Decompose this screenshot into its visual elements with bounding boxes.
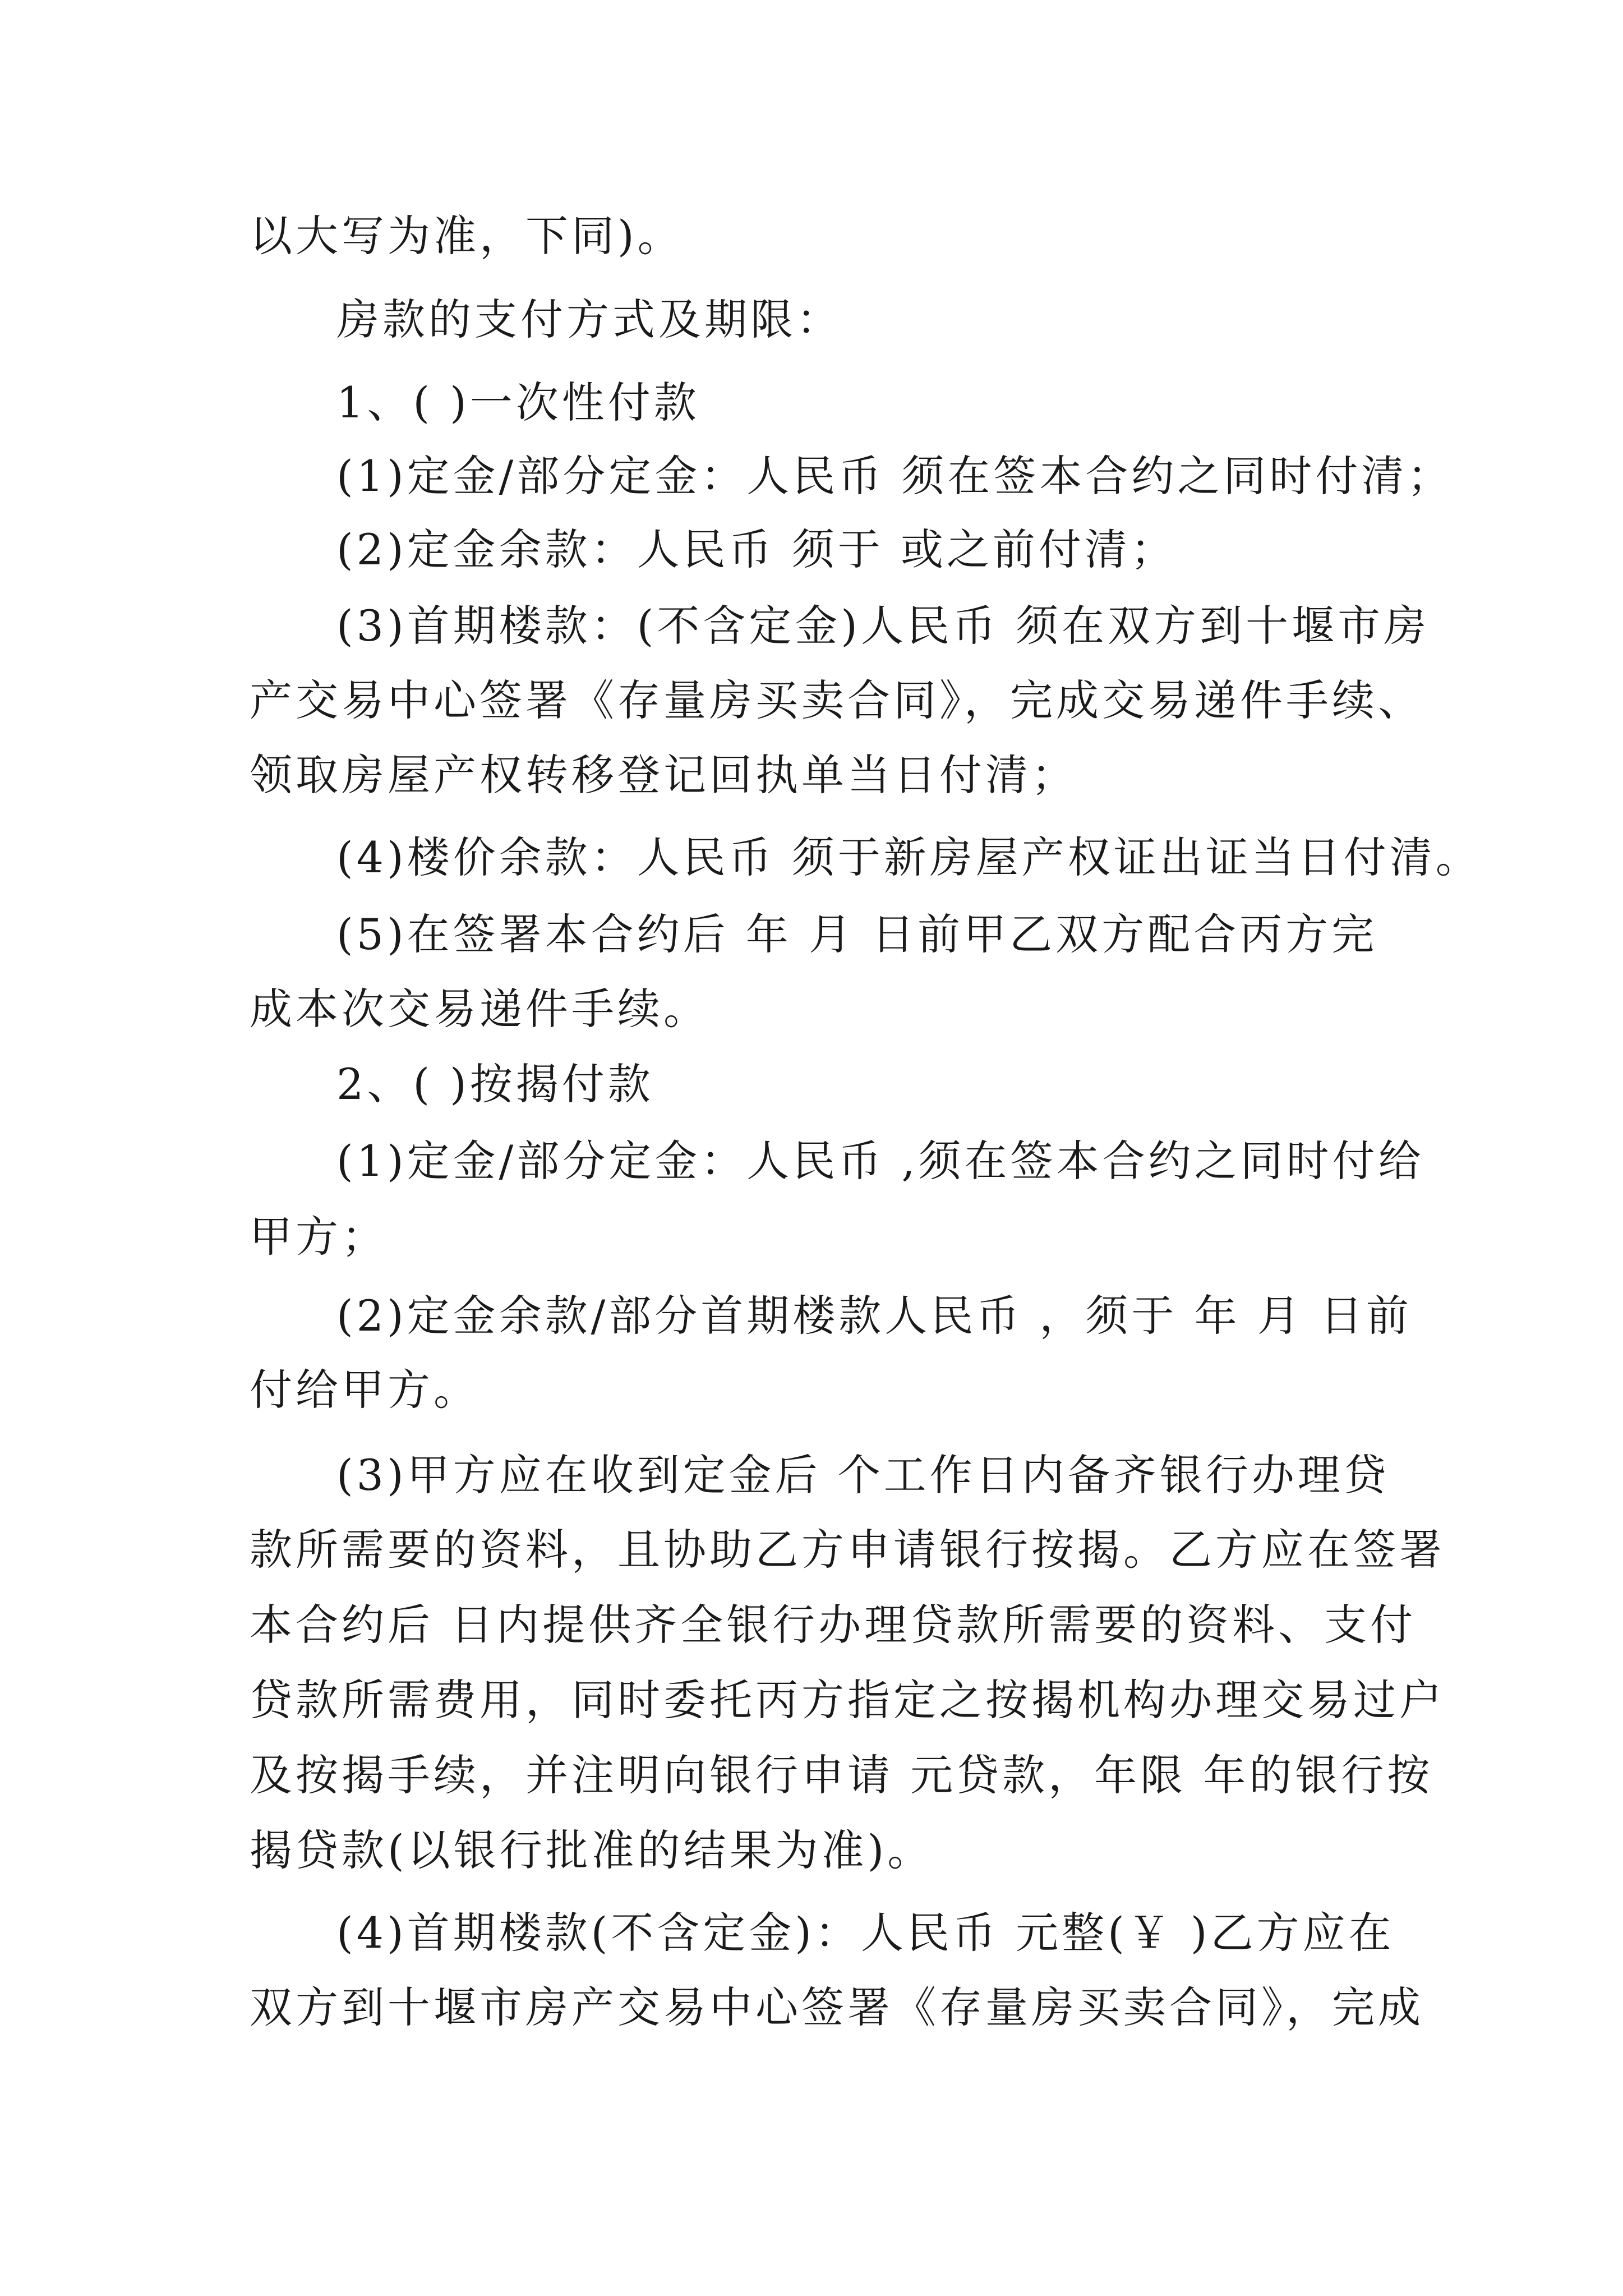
text-line: 成本次交易递件手续。 [250,984,709,1034]
text-line: (3)甲方应在收到定金后 个工作日内备齐银行办理贷 [336,1450,1390,1500]
text-line: (3)首期楼款：(不含定金)人民币 须在双方到十堰市房 [336,601,1430,651]
text-line: 贷款所需费用，同时委托丙方指定之按揭机构办理交易过户 [250,1675,1445,1725]
text-line: 产交易中心签署《存量房买卖合同》，完成交易递件手续、 [250,675,1424,725]
text-line: 揭贷款(以银行批准的结果为准)。 [250,1825,934,1875]
text-line: 双方到十堰市房产交易中心签署《存量房买卖合同》，完成 [250,1982,1424,2032]
text-line: 房款的支付方式及期限： [336,295,842,344]
text-line: 以大写为准，下同)。 [250,211,684,261]
text-line: 甲方； [250,1212,388,1262]
text-line: (4)首期楼款(不含定金)：人民币 元整(￥ )乙方应在 [336,1908,1395,1958]
text-line: (4)楼价余款：人民币 须于新房屋产权证出证当日付清。 [336,832,1482,882]
text-line: 付给甲方。 [250,1365,479,1415]
text-line: (5)在签署本合约后 年 月 日前甲乙双方配合丙方完 [336,909,1378,959]
text-line: 本合约后 日内提供齐全银行办理贷款所需要的资料、支付 [250,1600,1417,1650]
text-line: 领取房屋产权转移登记回执单当日付清； [250,750,1077,800]
text-line: 2、( )按揭付款 [336,1059,654,1109]
text-line: 款所需要的资料，且协助乙方申请银行按揭。乙方应在签署 [250,1525,1445,1575]
text-line: (2)定金余款：人民币 须于 或之前付清； [336,524,1177,574]
text-line: 1、( )一次性付款 [336,378,700,427]
text-line: 及按揭手续，并注明向银行申请 元贷款，年限 年的银行按 [250,1750,1433,1800]
text-line: (1)定金/部分定金：人民币 须在签本合约之同时付清； [336,451,1454,501]
text-line: (1)定金/部分定金：人民币 ,须在签本合约之同时付给 [336,1136,1424,1186]
text-line: (2)定金余款/部分首期楼款人民币 ，须于 年 月 日前 [336,1291,1412,1341]
